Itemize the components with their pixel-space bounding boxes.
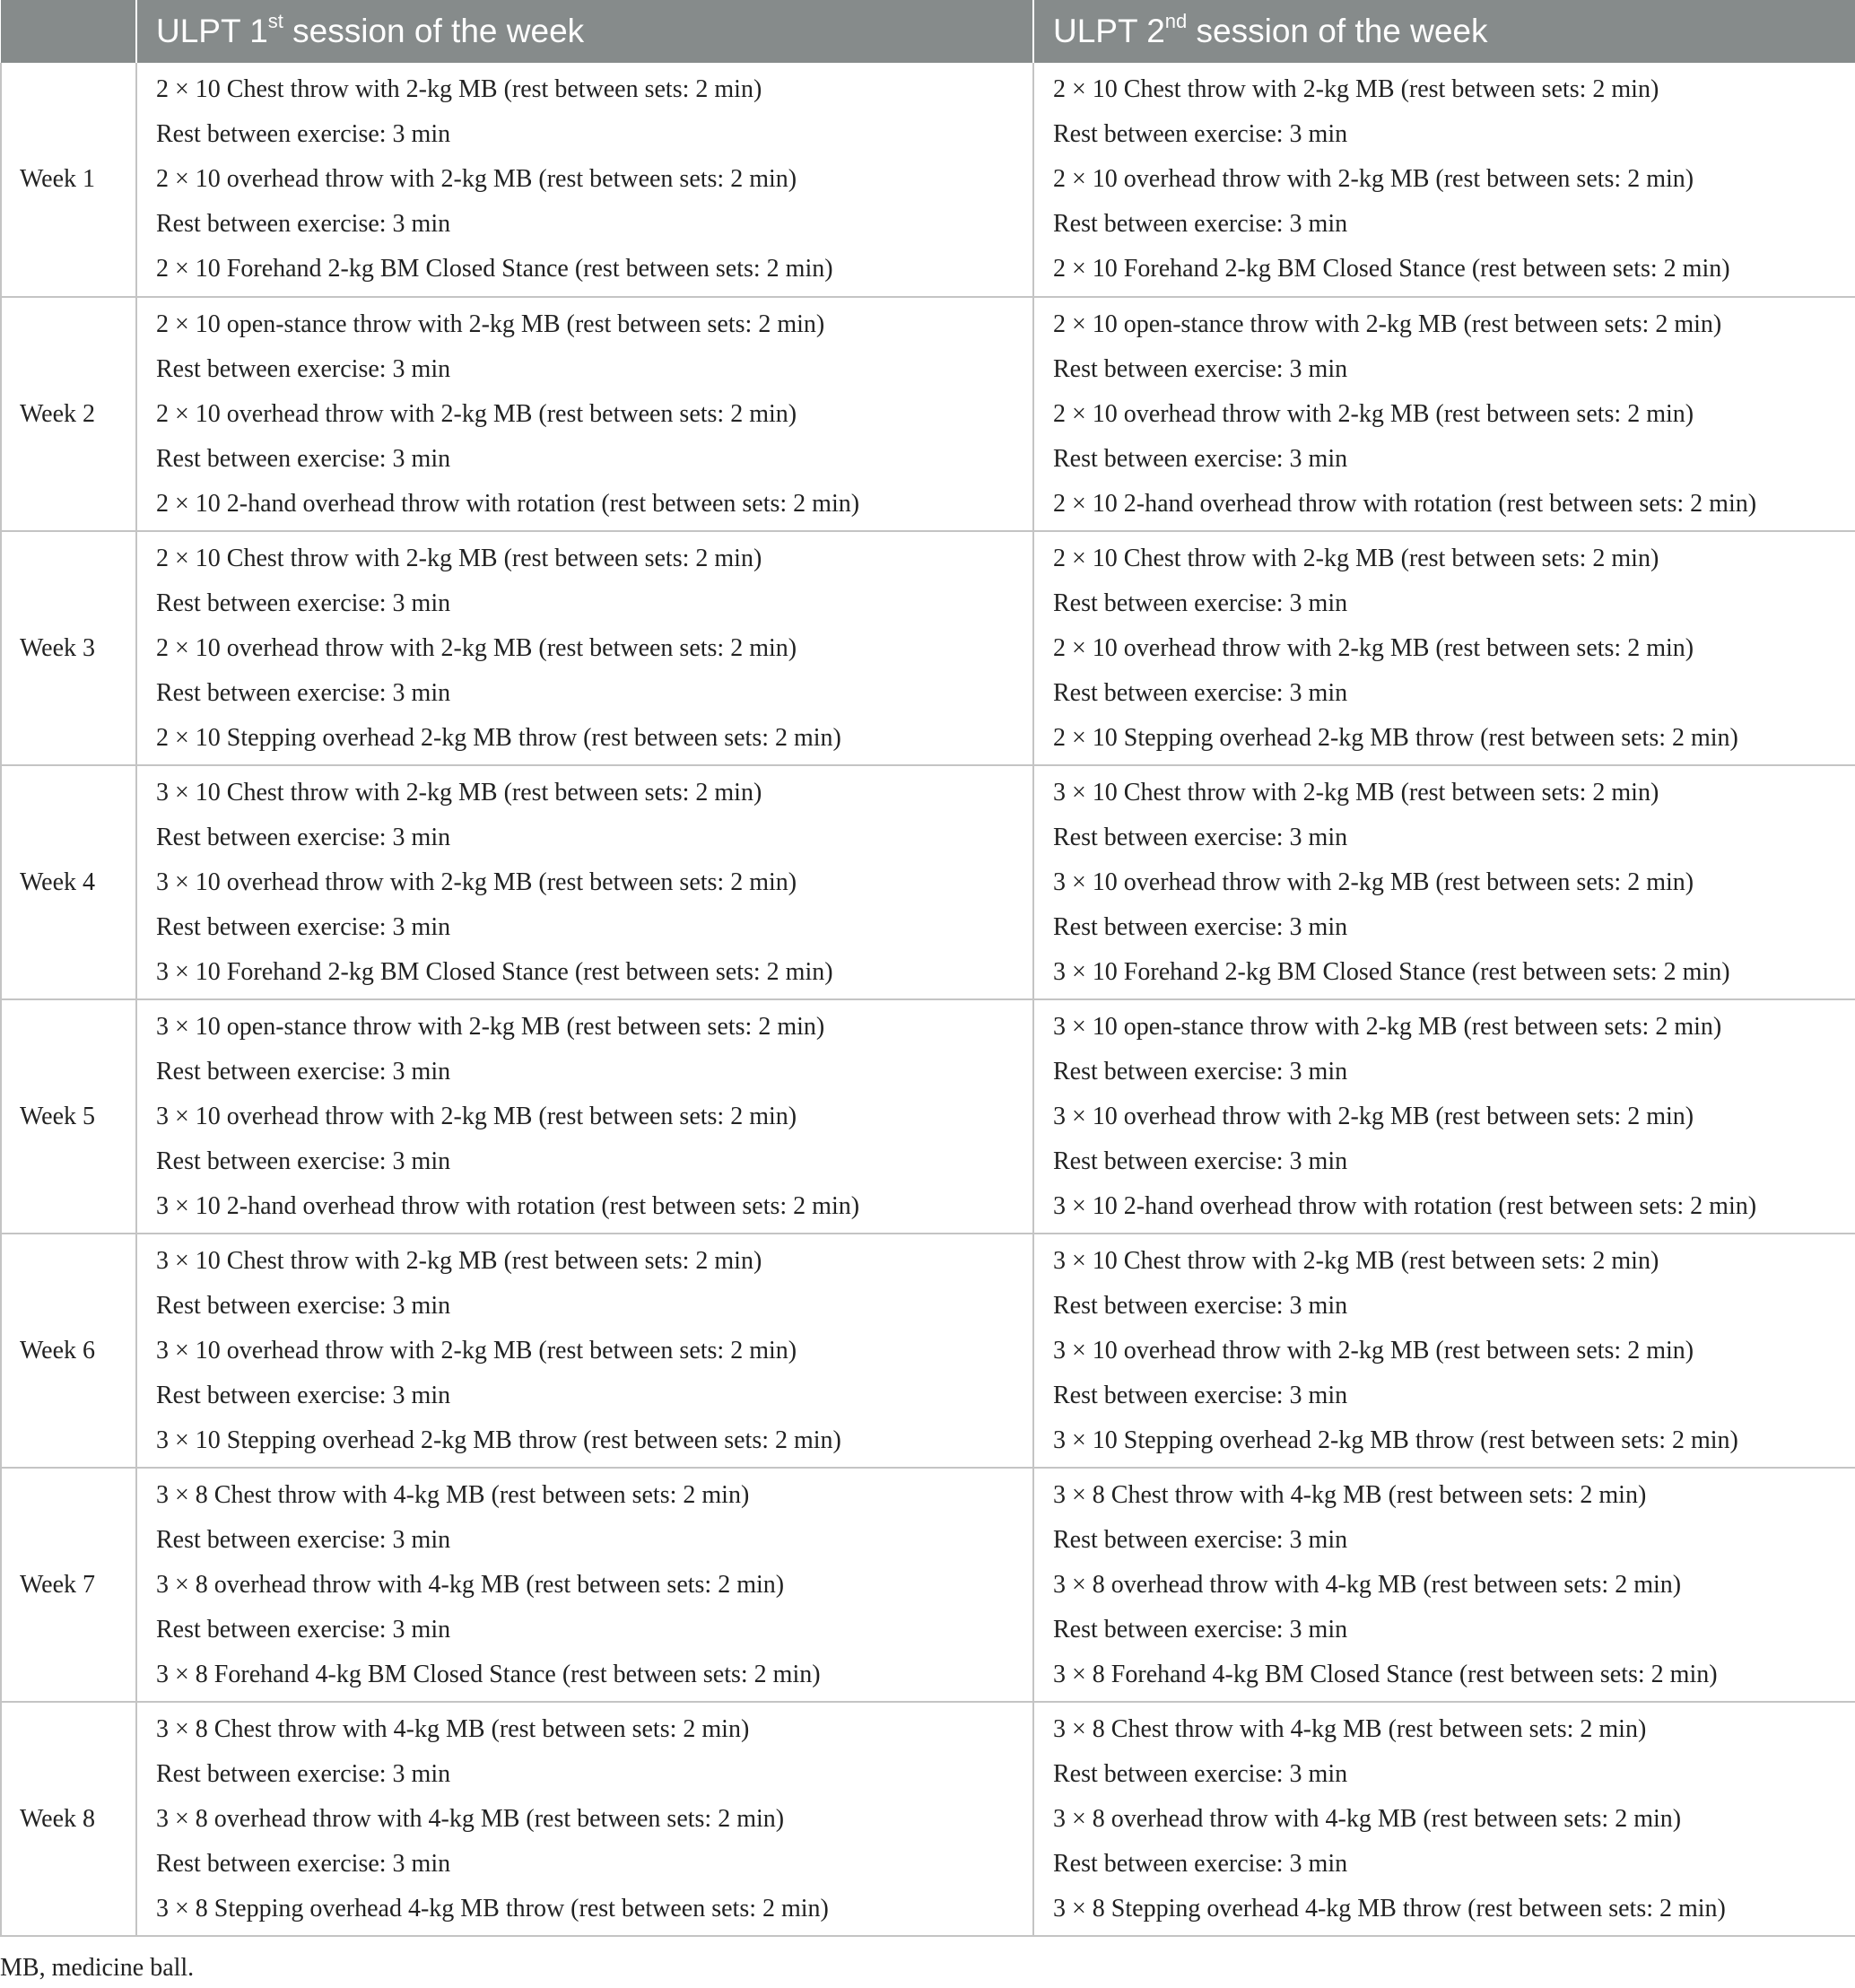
exercise-line: 3 × 10 Forehand 2-kg BM Closed Stance (rest between sets: 2 min)	[156, 957, 833, 986]
rest-line: Rest between exercise: 3 min	[1053, 1057, 1348, 1086]
exercise-line: 2 × 10 open-stance throw with 2-kg MB (rest between sets: 2 min)	[1053, 310, 1722, 338]
exercise-line: 2 × 10 Stepping overhead 2-kg MB throw (rest between sets: 2 min)	[156, 723, 841, 752]
rest-line: Rest between exercise: 3 min	[156, 1615, 451, 1644]
exercise-line: 3 × 10 Chest throw with 2-kg MB (rest between sets: 2 min)	[156, 1246, 762, 1275]
exercise-line: 3 × 10 Stepping overhead 2-kg MB throw (rest between sets: 2 min)	[1053, 1426, 1738, 1454]
session-1-cell	[136, 1234, 1033, 1468]
exercise-line: 2 × 10 Chest throw with 2-kg MB (rest between sets: 2 min)	[1053, 75, 1659, 103]
table-body	[1, 63, 1855, 1936]
header-session-2-suffix: session of the week	[1187, 13, 1488, 49]
session-2-cell	[1033, 297, 1855, 531]
exercise-line: 2 × 10 overhead throw with 2-kg MB (rest between sets: 2 min)	[1053, 399, 1694, 428]
rest-line: Rest between exercise: 3 min	[1053, 444, 1348, 473]
rest-line: Rest between exercise: 3 min	[1053, 1759, 1348, 1788]
exercise-line: 2 × 10 Stepping overhead 2-kg MB throw (rest between sets: 2 min)	[1053, 723, 1738, 752]
header-session-2	[1033, 0, 1855, 63]
session-2-cell	[1033, 1702, 1855, 1936]
rest-line: Rest between exercise: 3 min	[156, 1057, 451, 1086]
session-2-cell	[1033, 531, 1855, 765]
exercise-line: 2 × 10 Forehand 2-kg BM Closed Stance (rest between sets: 2 min)	[156, 255, 833, 283]
rest-line: Rest between exercise: 3 min	[1053, 1381, 1348, 1409]
header-session-1-sup: st	[267, 10, 283, 32]
rest-line: Rest between exercise: 3 min	[156, 678, 451, 707]
exercise-line: 3 × 10 overhead throw with 2-kg MB (rest between sets: 2 min)	[156, 1336, 797, 1365]
exercise-line: 2 × 10 open-stance throw with 2-kg MB (rest between sets: 2 min)	[156, 310, 825, 338]
exercise-line: 2 × 10 Forehand 2-kg BM Closed Stance (rest between sets: 2 min)	[1053, 255, 1730, 283]
exercise-line: 3 × 10 overhead throw with 2-kg MB (rest between sets: 2 min)	[1053, 868, 1694, 896]
week-label: Week 6	[1, 1234, 136, 1468]
rest-line: Rest between exercise: 3 min	[1053, 1147, 1348, 1175]
rest-line: Rest between exercise: 3 min	[156, 444, 451, 473]
rest-line: Rest between exercise: 3 min	[156, 354, 451, 383]
exercise-line: 3 × 10 2-hand overhead throw with rotation (rest between sets: 2 min)	[156, 1191, 860, 1220]
rest-line: Rest between exercise: 3 min	[1053, 912, 1348, 941]
table-row	[1, 1234, 1855, 1468]
rest-line: Rest between exercise: 3 min	[156, 210, 451, 238]
exercise-line: 2 × 10 overhead throw with 2-kg MB (rest between sets: 2 min)	[156, 399, 797, 428]
table-row	[1, 1468, 1855, 1702]
rest-line: Rest between exercise: 3 min	[1053, 1849, 1348, 1878]
week-label: Week 4	[1, 765, 136, 999]
session-1-cell	[136, 999, 1033, 1234]
rest-line: Rest between exercise: 3 min	[156, 1147, 451, 1175]
exercise-line: 2 × 10 overhead throw with 2-kg MB (rest between sets: 2 min)	[156, 165, 797, 193]
session-1-cell	[136, 531, 1033, 765]
exercise-line: 3 × 10 Stepping overhead 2-kg MB throw (rest between sets: 2 min)	[156, 1426, 841, 1454]
exercise-line: 2 × 10 overhead throw with 2-kg MB (rest between sets: 2 min)	[156, 633, 797, 662]
header-corner	[1, 0, 136, 63]
table-row	[1, 1702, 1855, 1936]
table-row	[1, 765, 1855, 999]
exercise-line: 3 × 10 overhead throw with 2-kg MB (rest between sets: 2 min)	[156, 1102, 797, 1130]
exercise-line: 3 × 10 overhead throw with 2-kg MB (rest between sets: 2 min)	[1053, 1102, 1694, 1130]
rest-line: Rest between exercise: 3 min	[1053, 1291, 1348, 1320]
exercise-line: 3 × 8 overhead throw with 4-kg MB (rest between sets: 2 min)	[1053, 1804, 1682, 1833]
session-2-cell	[1033, 1468, 1855, 1702]
header-row	[1, 0, 1855, 63]
week-label: Week 7	[1, 1468, 136, 1702]
week-label: Week 3	[1, 531, 136, 765]
rest-line: Rest between exercise: 3 min	[1053, 589, 1348, 617]
exercise-line: 2 × 10 Chest throw with 2-kg MB (rest between sets: 2 min)	[1053, 544, 1659, 572]
exercise-line: 3 × 8 Chest throw with 4-kg MB (rest between sets: 2 min)	[1053, 1480, 1647, 1509]
exercise-line: 3 × 8 Forehand 4-kg BM Closed Stance (rest between sets: 2 min)	[1053, 1660, 1718, 1688]
exercise-line: 2 × 10 2-hand overhead throw with rotation (rest between sets: 2 min)	[156, 489, 860, 518]
rest-line: Rest between exercise: 3 min	[156, 1381, 451, 1409]
session-2-cell	[1033, 765, 1855, 999]
header-session-2-prefix: ULPT 2	[1053, 13, 1165, 49]
rest-line: Rest between exercise: 3 min	[156, 1525, 451, 1554]
exercise-line: 3 × 8 overhead throw with 4-kg MB (rest between sets: 2 min)	[156, 1570, 785, 1599]
table-row	[1, 999, 1855, 1234]
exercise-line: 3 × 8 Chest throw with 4-kg MB (rest between sets: 2 min)	[156, 1714, 750, 1743]
header-session-1-suffix: session of the week	[283, 13, 585, 49]
session-1-cell	[136, 297, 1033, 531]
exercise-line: 3 × 10 overhead throw with 2-kg MB (rest between sets: 2 min)	[1053, 1336, 1694, 1365]
rest-line: Rest between exercise: 3 min	[1053, 1615, 1348, 1644]
header-session-1	[136, 0, 1033, 63]
exercise-line: 3 × 8 overhead throw with 4-kg MB (rest between sets: 2 min)	[1053, 1570, 1682, 1599]
rest-line: Rest between exercise: 3 min	[156, 589, 451, 617]
header-session-1-prefix: ULPT 1	[156, 13, 268, 49]
session-1-cell	[136, 63, 1033, 297]
exercise-line: 3 × 8 overhead throw with 4-kg MB (rest between sets: 2 min)	[156, 1804, 785, 1833]
table-row	[1, 297, 1855, 531]
rest-line: Rest between exercise: 3 min	[156, 823, 451, 851]
header-session-2-sup: nd	[1164, 10, 1188, 32]
exercise-line: 3 × 10 2-hand overhead throw with rotation (rest between sets: 2 min)	[1053, 1191, 1757, 1220]
rest-line: Rest between exercise: 3 min	[156, 1849, 451, 1878]
week-label: Week 2	[1, 297, 136, 531]
exercise-line: 3 × 10 Chest throw with 2-kg MB (rest between sets: 2 min)	[1053, 778, 1659, 807]
session-2-cell	[1033, 999, 1855, 1234]
rest-line: Rest between exercise: 3 min	[1053, 120, 1348, 148]
exercise-line: 3 × 10 open-stance throw with 2-kg MB (rest between sets: 2 min)	[156, 1012, 825, 1041]
exercise-line: 2 × 10 2-hand overhead throw with rotation (rest between sets: 2 min)	[1053, 489, 1757, 518]
exercise-line: 3 × 8 Chest throw with 4-kg MB (rest between sets: 2 min)	[156, 1480, 750, 1509]
exercise-line: 3 × 10 Chest throw with 2-kg MB (rest between sets: 2 min)	[156, 778, 762, 807]
table-row	[1, 531, 1855, 765]
rest-line: Rest between exercise: 3 min	[156, 912, 451, 941]
session-1-cell	[136, 765, 1033, 999]
table-footnote: MB, medicine ball.	[0, 1954, 195, 1982]
session-1-cell	[136, 1468, 1033, 1702]
rest-line: Rest between exercise: 3 min	[1053, 354, 1348, 383]
exercise-line: 2 × 10 overhead throw with 2-kg MB (rest between sets: 2 min)	[1053, 633, 1694, 662]
exercise-line: 3 × 10 Forehand 2-kg BM Closed Stance (rest between sets: 2 min)	[1053, 957, 1730, 986]
exercise-line: 3 × 8 Chest throw with 4-kg MB (rest between sets: 2 min)	[1053, 1714, 1647, 1743]
rest-line: Rest between exercise: 3 min	[156, 1759, 451, 1788]
exercise-line: 3 × 8 Forehand 4-kg BM Closed Stance (rest between sets: 2 min)	[156, 1660, 821, 1688]
session-2-cell	[1033, 63, 1855, 297]
week-label: Week 5	[1, 999, 136, 1234]
exercise-line: 3 × 8 Stepping overhead 4-kg MB throw (rest between sets: 2 min)	[156, 1894, 829, 1923]
rest-line: Rest between exercise: 3 min	[156, 120, 451, 148]
rest-line: Rest between exercise: 3 min	[1053, 823, 1348, 851]
exercise-line: 3 × 8 Stepping overhead 4-kg MB throw (rest between sets: 2 min)	[1053, 1894, 1726, 1923]
week-label: Week 8	[1, 1702, 136, 1936]
exercise-line: 2 × 10 overhead throw with 2-kg MB (rest between sets: 2 min)	[1053, 165, 1694, 193]
exercise-line: 2 × 10 Chest throw with 2-kg MB (rest between sets: 2 min)	[156, 75, 762, 103]
session-2-cell	[1033, 1234, 1855, 1468]
rest-line: Rest between exercise: 3 min	[1053, 1525, 1348, 1554]
session-1-cell	[136, 1702, 1033, 1936]
rest-line: Rest between exercise: 3 min	[1053, 678, 1348, 707]
exercise-line: 3 × 10 Chest throw with 2-kg MB (rest between sets: 2 min)	[1053, 1246, 1659, 1275]
exercise-line: 3 × 10 open-stance throw with 2-kg MB (rest between sets: 2 min)	[1053, 1012, 1722, 1041]
exercise-line: 2 × 10 Chest throw with 2-kg MB (rest between sets: 2 min)	[156, 544, 762, 572]
week-label: Week 1	[1, 63, 136, 297]
table-row	[1, 63, 1855, 297]
rest-line: Rest between exercise: 3 min	[1053, 210, 1348, 238]
exercise-line: 3 × 10 overhead throw with 2-kg MB (rest between sets: 2 min)	[156, 868, 797, 896]
rest-line: Rest between exercise: 3 min	[156, 1291, 451, 1320]
